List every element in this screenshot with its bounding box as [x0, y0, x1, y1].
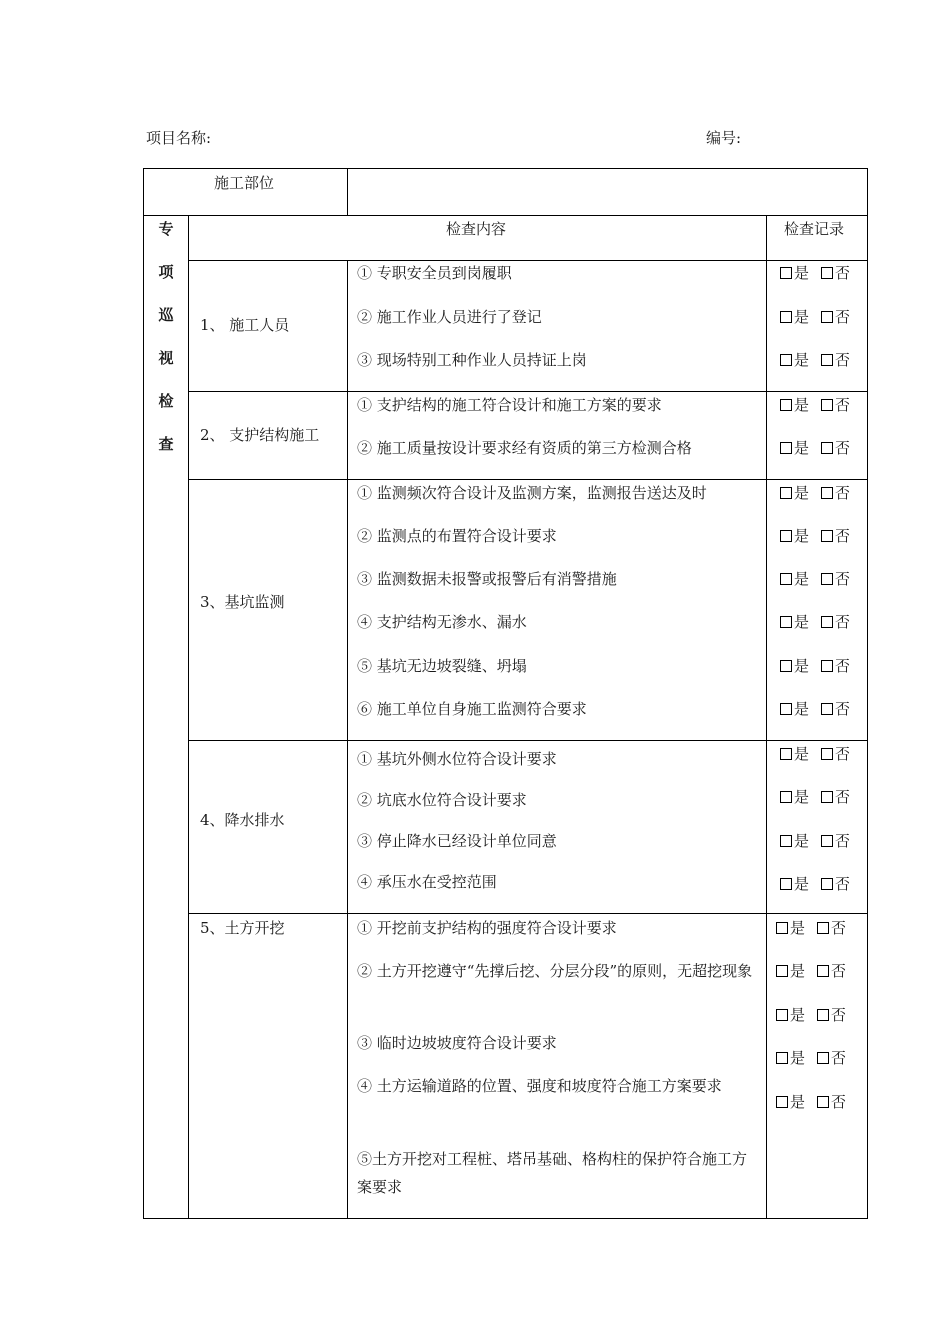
check-item: ② 施工质量按设计要求经有资质的第三方检测合格 — [357, 439, 692, 457]
yes-checkbox[interactable] — [780, 487, 792, 499]
check-item: ① 基坑外侧水位符合设计要求 — [357, 750, 557, 768]
record-divider — [766, 215, 767, 1219]
record-row — [780, 350, 850, 370]
no-label: 否 — [835, 745, 851, 763]
no-checkbox[interactable] — [821, 791, 833, 803]
no-checkbox[interactable] — [821, 748, 833, 760]
yes-label: 是 — [794, 832, 810, 850]
yes-label: 是 — [794, 484, 810, 502]
side-title-char: 视 — [158, 349, 174, 367]
no-label: 否 — [835, 788, 851, 806]
yes-label: 是 — [794, 351, 810, 369]
check-item: ② 施工作业人员进行了登记 — [357, 308, 542, 326]
yes-checkbox[interactable] — [780, 660, 792, 672]
side-title — [144, 219, 188, 477]
no-checkbox[interactable] — [817, 922, 829, 934]
side-title-char: 查 — [158, 435, 174, 453]
record-row — [780, 438, 850, 458]
no-label: 否 — [835, 875, 851, 893]
no-checkbox[interactable] — [821, 442, 833, 454]
no-label: 否 — [835, 657, 851, 675]
yes-checkbox[interactable] — [776, 965, 788, 977]
check-item: ① 专职安全员到岗履职 — [357, 264, 512, 282]
check-item: ⑥ 施工单位自身施工监测符合要求 — [357, 700, 587, 718]
no-label: 否 — [835, 832, 851, 850]
site-label: 施工部位 — [214, 174, 275, 192]
check-item: ③ 停止降水已经设计单位同意 — [357, 832, 557, 850]
yes-label: 是 — [794, 745, 810, 763]
yes-label: 是 — [794, 570, 810, 588]
no-checkbox[interactable] — [817, 965, 829, 977]
side-title-char: 巡 — [158, 306, 174, 324]
yes-checkbox[interactable] — [780, 616, 792, 628]
yes-label: 是 — [790, 1006, 806, 1024]
yes-checkbox[interactable] — [780, 530, 792, 542]
section-title: 4、降水排水 — [200, 811, 285, 829]
no-checkbox[interactable] — [821, 354, 833, 366]
record-row — [776, 918, 846, 938]
check-item: ③ 临时边坡坡度符合设计要求 — [357, 1034, 557, 1052]
check-item: ⑤土方开挖对工程桩、塔吊基础、格构柱的保护符合施工方案要求 — [357, 1150, 748, 1196]
yes-label: 是 — [790, 1049, 806, 1067]
site-divider — [347, 168, 348, 216]
check-item: ④ 支护结构无渗水、漏水 — [357, 613, 527, 631]
yes-label: 是 — [794, 264, 810, 282]
table-border-top — [143, 168, 868, 169]
record-row — [780, 526, 850, 546]
no-checkbox[interactable] — [821, 311, 833, 323]
yes-label: 是 — [794, 527, 810, 545]
no-label: 否 — [831, 919, 847, 937]
yes-label: 是 — [794, 396, 810, 414]
record-row — [780, 744, 850, 764]
no-checkbox[interactable] — [821, 573, 833, 585]
no-label: 否 — [831, 962, 847, 980]
side-title-divider — [188, 215, 189, 1219]
yes-checkbox[interactable] — [780, 835, 792, 847]
yes-checkbox[interactable] — [780, 703, 792, 715]
section-2-bottom — [188, 479, 868, 480]
check-item: ③ 监测数据未报警或报警后有消警措施 — [357, 570, 617, 588]
record-row — [780, 656, 850, 676]
no-checkbox[interactable] — [821, 660, 833, 672]
no-label: 否 — [835, 613, 851, 631]
no-checkbox[interactable] — [821, 878, 833, 890]
yes-checkbox[interactable] — [780, 748, 792, 760]
table-border-right — [867, 168, 868, 1219]
check-item: ① 支护结构的施工符合设计和施工方案的要求 — [357, 396, 662, 414]
record-row — [780, 831, 850, 851]
section-4-bottom — [188, 913, 868, 914]
side-title-char: 项 — [158, 263, 174, 281]
record-row — [780, 787, 850, 807]
yes-checkbox[interactable] — [776, 922, 788, 934]
check-item: ③ 现场特别工种作业人员持证上岗 — [357, 351, 587, 369]
no-label: 否 — [835, 484, 851, 502]
record-row — [780, 263, 850, 283]
no-label: 否 — [835, 264, 851, 282]
site-row-bottom — [143, 215, 868, 216]
check-item: ① 开挖前支护结构的强度符合设计要求 — [357, 919, 617, 937]
number-label: 编号: — [706, 129, 742, 147]
record-row — [780, 874, 850, 894]
yes-label: 是 — [794, 700, 810, 718]
check-item: ① 监测频次符合设计及监测方案，监测报告送达及时 — [357, 484, 707, 502]
yes-checkbox[interactable] — [780, 573, 792, 585]
no-label: 否 — [835, 396, 851, 414]
record-header: 检查记录 — [784, 220, 845, 238]
record-row — [780, 483, 850, 503]
no-checkbox[interactable] — [821, 703, 833, 715]
no-label: 否 — [835, 527, 851, 545]
no-label: 否 — [835, 351, 851, 369]
yes-label: 是 — [794, 875, 810, 893]
yes-checkbox[interactable] — [780, 442, 792, 454]
record-row — [776, 1092, 846, 1112]
header-row-bottom — [188, 260, 868, 261]
record-row — [780, 612, 850, 632]
check-item: ② 土方开挖遵守“先撑后挖、分层分段”的原则，无超挖现象 — [357, 962, 753, 980]
record-row — [776, 1048, 846, 1068]
no-label: 否 — [835, 439, 851, 457]
yes-checkbox[interactable] — [780, 791, 792, 803]
section-title: 2、 支护结构施工 — [200, 426, 320, 444]
record-row — [780, 307, 850, 327]
no-checkbox[interactable] — [821, 267, 833, 279]
no-checkbox[interactable] — [821, 399, 833, 411]
no-label: 否 — [831, 1006, 847, 1024]
record-row — [780, 395, 850, 415]
yes-label: 是 — [794, 657, 810, 675]
yes-checkbox[interactable] — [780, 878, 792, 890]
no-label: 否 — [835, 700, 851, 718]
no-checkbox[interactable] — [817, 1009, 829, 1021]
yes-checkbox[interactable] — [780, 267, 792, 279]
check-item: ⑤ 基坑无边坡裂缝、坍塌 — [357, 657, 527, 675]
yes-label: 是 — [794, 613, 810, 631]
yes-checkbox[interactable] — [780, 311, 792, 323]
no-label: 否 — [831, 1049, 847, 1067]
yes-checkbox[interactable] — [776, 1009, 788, 1021]
yes-label: 是 — [790, 919, 806, 937]
section-title: 1、 施工人员 — [200, 316, 290, 334]
yes-label: 是 — [794, 308, 810, 326]
side-title-char: 专 — [158, 220, 174, 238]
no-checkbox[interactable] — [817, 1096, 829, 1108]
section-title: 5、土方开挖 — [200, 919, 285, 937]
no-checkbox[interactable] — [821, 616, 833, 628]
yes-label: 是 — [790, 1093, 806, 1111]
content-header: 检查内容 — [446, 220, 507, 238]
section-title: 3、基坑监测 — [200, 593, 285, 611]
yes-checkbox[interactable] — [780, 354, 792, 366]
project-name-label: 项目名称: — [146, 129, 212, 147]
record-row — [776, 961, 846, 981]
yes-checkbox[interactable] — [776, 1052, 788, 1064]
yes-label: 是 — [794, 788, 810, 806]
yes-label: 是 — [794, 439, 810, 457]
no-label: 否 — [835, 570, 851, 588]
table-border-bottom — [143, 1218, 868, 1219]
section-1-bottom — [188, 391, 868, 392]
no-checkbox[interactable] — [821, 835, 833, 847]
check-item: ② 坑底水位符合设计要求 — [357, 791, 527, 809]
yes-label: 是 — [790, 962, 806, 980]
no-checkbox[interactable] — [821, 487, 833, 499]
yes-checkbox[interactable] — [776, 1096, 788, 1108]
record-row — [776, 1005, 846, 1025]
side-title-char: 检 — [158, 392, 174, 410]
record-row — [780, 699, 850, 719]
section-3-bottom — [188, 740, 868, 741]
check-item: ② 监测点的布置符合设计要求 — [357, 527, 557, 545]
record-row — [780, 569, 850, 589]
check-item: ④ 承压水在受控范围 — [357, 873, 497, 891]
no-checkbox[interactable] — [817, 1052, 829, 1064]
no-label: 否 — [835, 308, 851, 326]
check-item: ④ 土方运输道路的位置、强度和坡度符合施工方案要求 — [357, 1077, 722, 1095]
no-checkbox[interactable] — [821, 530, 833, 542]
yes-checkbox[interactable] — [780, 399, 792, 411]
no-label: 否 — [831, 1093, 847, 1111]
